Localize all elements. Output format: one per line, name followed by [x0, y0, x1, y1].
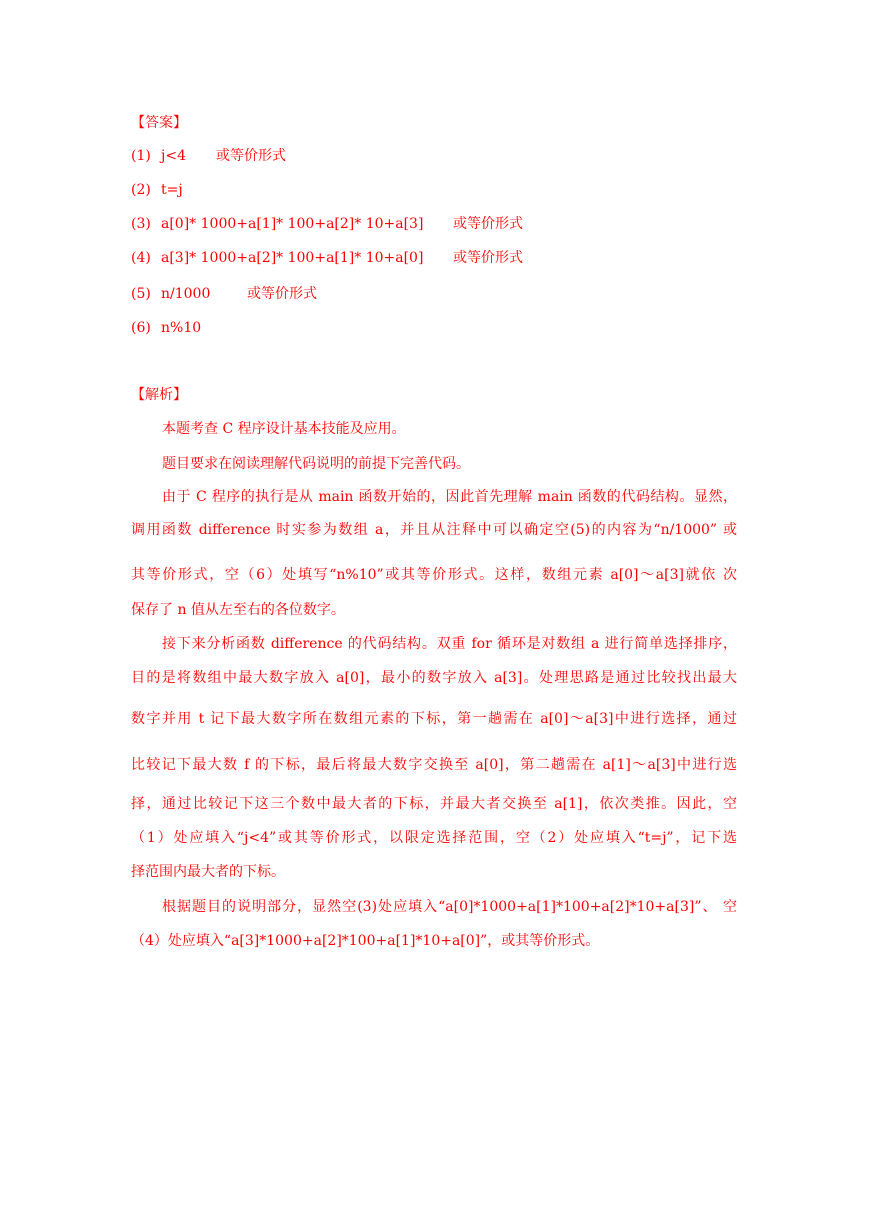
- answer-number: (6): [131, 320, 151, 336]
- answer-note: 或等价形式: [216, 148, 286, 164]
- analysis-line: 比较记下最大数 f 的下标，最后将最大数字交换至 a[0]，第二趟需在 a[1]～a[3]中进行选: [131, 757, 737, 773]
- analysis-line: 接下来分析函数 difference 的代码结构。双重 for 循环是对数组 a 进行简单选择排序，: [162, 636, 737, 652]
- answer-item-4: [131, 249, 523, 267]
- analysis-line: 题目要求在阅读理解代码说明的前提下完善代码。: [162, 456, 470, 472]
- analysis-line: 目的是将数组中最大数字放入 a[0]，最小的数字放入 a[3]。处理思路是通过比较找出最大: [131, 670, 737, 686]
- analysis-line: 保存了 n 值从左至右的各位数字。: [131, 602, 345, 618]
- answer-item-2: [131, 181, 183, 199]
- analysis-line: （1）处应填入“j<4”或其等价形式，以限定选择范围，空（2）处应填入“t=j”，记下选: [131, 830, 737, 846]
- answer-note: 或等价形式: [453, 216, 523, 232]
- analysis-line: （4）处应填入“a[3]*1000+a[2]*100+a[1]*10+a[0]”，或其等价形式。: [131, 933, 600, 949]
- answer-text: t=j: [161, 182, 183, 198]
- answer-note: 或等价形式: [247, 286, 317, 302]
- analysis-line: 本题考查 C 程序设计基本技能及应用。: [162, 421, 406, 437]
- answer-text: n/1000: [161, 286, 211, 302]
- answer-number: (2): [131, 182, 151, 198]
- analysis-line: 根据题目的说明部分，显然空(3)处应填入“a[0]*1000+a[1]*100+a[2]*10+a[3]”、 空: [162, 899, 737, 915]
- analysis-heading: 【解析】: [131, 387, 187, 403]
- answer-item-5: [131, 285, 317, 303]
- answer-heading: 【答案】: [131, 115, 187, 131]
- analysis-line: 择，通过比较记下这三个数中最大者的下标，并最大者交换至 a[1]，依次类推。因此，空: [131, 796, 737, 812]
- answer-text: a[3]* 1000+a[2]* 100+a[1]* 10+a[0]: [161, 250, 424, 266]
- answer-item-1: [131, 147, 286, 165]
- answer-number: (3): [131, 216, 151, 232]
- analysis-line: 调用函数 difference 时实参为数组 a，并且从注释中可以确定空(5)的内容为“n/1000” 或: [131, 522, 737, 538]
- answer-number: (5): [131, 286, 151, 302]
- answer-item-6: [131, 319, 201, 337]
- analysis-line: 由于 C 程序的执行是从 main 函数开始的，因此首先理解 main 函数的代码结构。显然，: [162, 489, 737, 505]
- answer-note: 或等价形式: [453, 250, 523, 266]
- answer-item-3: [131, 215, 523, 233]
- analysis-line: 其等价形式，空（6）处填写“n%10”或其等价形式。这样，数组元素 a[0]～a[3]就依 次: [131, 567, 737, 583]
- answer-text: a[0]* 1000+a[1]* 100+a[2]* 10+a[3]: [161, 216, 424, 232]
- answer-number: (4): [131, 250, 151, 266]
- analysis-line: 数字并用 t 记下最大数字所在数组元素的下标，第一趟需在 a[0]～a[3]中进行选择，通过: [131, 711, 737, 727]
- analysis-line: 择范围内最大者的下标。: [131, 864, 285, 880]
- answer-number: (1): [131, 148, 151, 164]
- answer-text: n%10: [161, 320, 202, 336]
- answer-text: j<4: [161, 148, 186, 164]
